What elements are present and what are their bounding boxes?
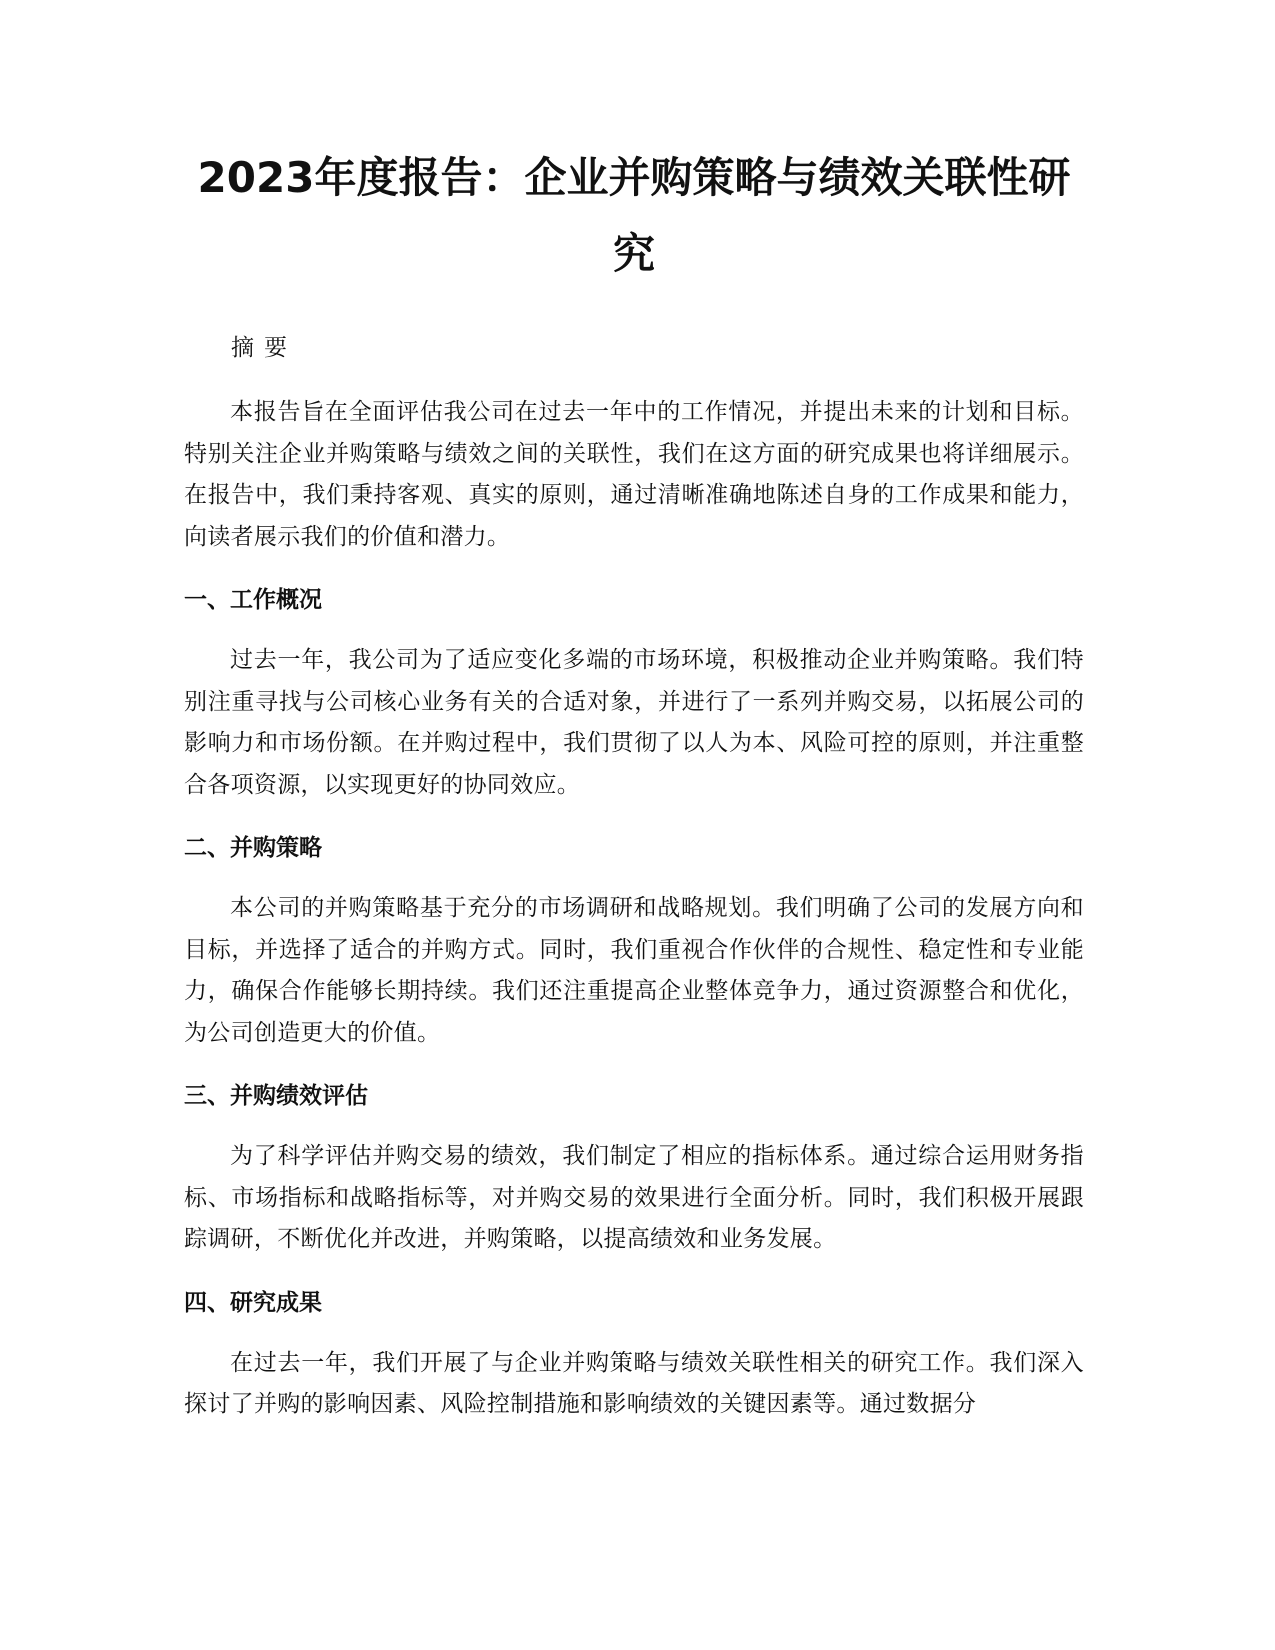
abstract-label: 摘要 bbox=[231, 335, 297, 361]
section-paragraph-work-overview: 过去一年，我公司为了适应变化多端的市场环境，积极推动企业并购策略。我们特别注重寻找与公司核心业务有关的合适对象，并进行了一系列并购交易，以拓展公司的影响力和市场份额。在并购过程中，我们贯彻了以人为本、风险可控的原则，并注重整合各项资源，以实现更好的协同效应。 bbox=[184, 647, 1084, 798]
section-heading-work-overview: 一、工作概况 bbox=[184, 587, 322, 613]
section-heading-ma-strategy: 二、并购策略 bbox=[184, 835, 322, 861]
abstract-paragraph: 本报告旨在全面评估我公司在过去一年中的工作情况，并提出未来的计划和目标。特别关注企业并购策略与绩效之间的关联性，我们在这方面的研究成果也将详细展示。在报告中，我们秉持客观、真实的原则，通过清晰准确地陈述自身的工作成果和能力，向读者展示我们的价值和潜力。 bbox=[184, 399, 1084, 550]
section-heading-research-results: 四、研究成果 bbox=[184, 1289, 322, 1316]
section-paragraph-ma-strategy: 本公司的并购策略基于充分的市场调研和战略规划。我们明确了公司的发展方向和目标，并选择了适合的并购方式。同时，我们重视合作伙伴的合规性、稳定性和专业能力，确保合作能够长期持续。我们还注重提高企业整体竞争力，通过资源整合和优化，为公司创造更大的价值。 bbox=[184, 895, 1084, 1046]
section-heading-ma-performance: 三、并购绩效评估 bbox=[184, 1083, 368, 1109]
section-paragraph-research-results: 在过去一年，我们开展了与企业并购策略与绩效关联性相关的研究工作。我们深入探讨了并购的影响因素、风险控制措施和影响绩效的关键因素等。通过数据分 bbox=[184, 1349, 1084, 1417]
section-paragraph-ma-performance: 为了科学评估并购交易的绩效，我们制定了相应的指标体系。通过综合运用财务指标、市场指标和战略指标等，对并购交易的效果进行全面分析。同时，我们积极开展跟踪调研，不断优化并改进，并购策略，以提高绩效和业务发展。 bbox=[184, 1143, 1084, 1252]
document-title: 2023年度报告：企业并购策略与绩效关联性研究 bbox=[197, 153, 1071, 278]
document-page bbox=[184, 140, 1084, 1426]
